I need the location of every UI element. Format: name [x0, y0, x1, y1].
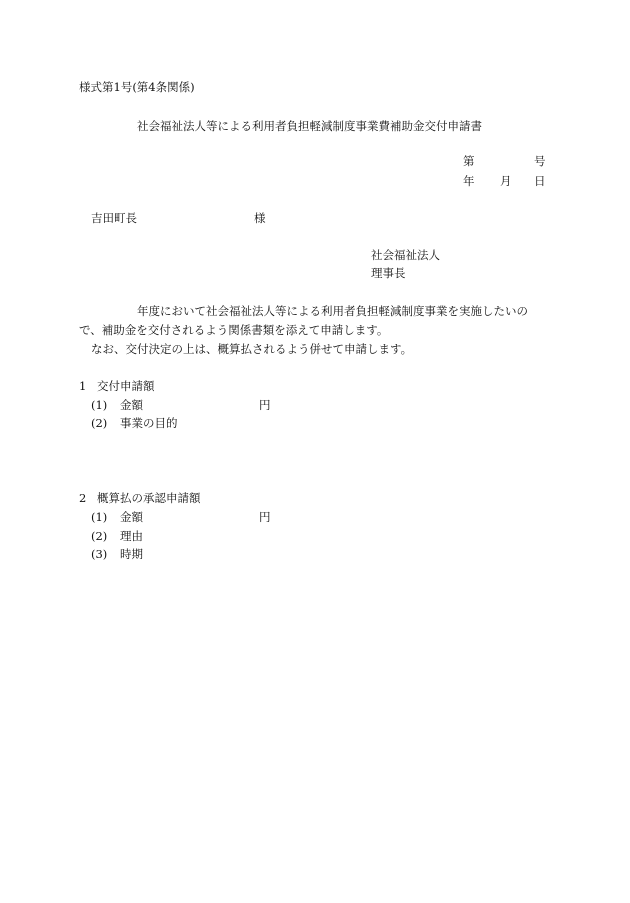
section-2-item-2-number: (2) [91, 529, 108, 543]
addressee-name: 吉田町長 [91, 211, 137, 225]
section-1-amount-unit: 円 [259, 398, 271, 412]
document-title: 社会福祉法人等による利用者負担軽減制度事業費補助金交付申請書 [137, 119, 482, 133]
doc-number-suffix: 号 [534, 154, 546, 168]
body-line-2: で、補助金を交付されるよう関係書類を添えて申請します。 [79, 323, 389, 337]
date-month: 月 [500, 174, 512, 188]
section-1-item-1-number: (1) [91, 398, 108, 412]
section-1-item-2-number: (2) [91, 416, 108, 430]
section-2-number: 2 [79, 491, 87, 505]
date-day: 日 [534, 174, 546, 188]
form-number: 様式第1号(第4条関係) [79, 80, 195, 94]
applicant-corporation: 社会福祉法人 [371, 248, 440, 262]
date-year: 年 [463, 174, 475, 188]
body-line-3: なお、交付決定の上は、概算払されるよう併せて申請します。 [91, 342, 413, 356]
section-2-reason-label: 理由 [120, 529, 143, 543]
section-2-item-1-number: (1) [91, 510, 108, 524]
addressee-honorific: 様 [254, 211, 266, 225]
section-2-heading: 概算払の承認申請額 [97, 491, 201, 505]
section-1-purpose-label: 事業の目的 [120, 416, 178, 430]
section-2-amount-label: 金額 [120, 510, 143, 524]
applicant-representative: 理事長 [371, 266, 406, 280]
section-2-amount-unit: 円 [259, 510, 271, 524]
section-1-number: 1 [79, 379, 87, 393]
section-1-amount-label: 金額 [120, 398, 143, 412]
section-1-heading: 交付申請額 [97, 379, 155, 393]
doc-number-prefix: 第 [463, 154, 475, 168]
section-2-item-3-number: (3) [91, 547, 108, 561]
section-2-timing-label: 時期 [120, 547, 143, 561]
body-line-1: 年度において社会福祉法人等による利用者負担軽減制度事業を実施したいの [137, 304, 528, 318]
